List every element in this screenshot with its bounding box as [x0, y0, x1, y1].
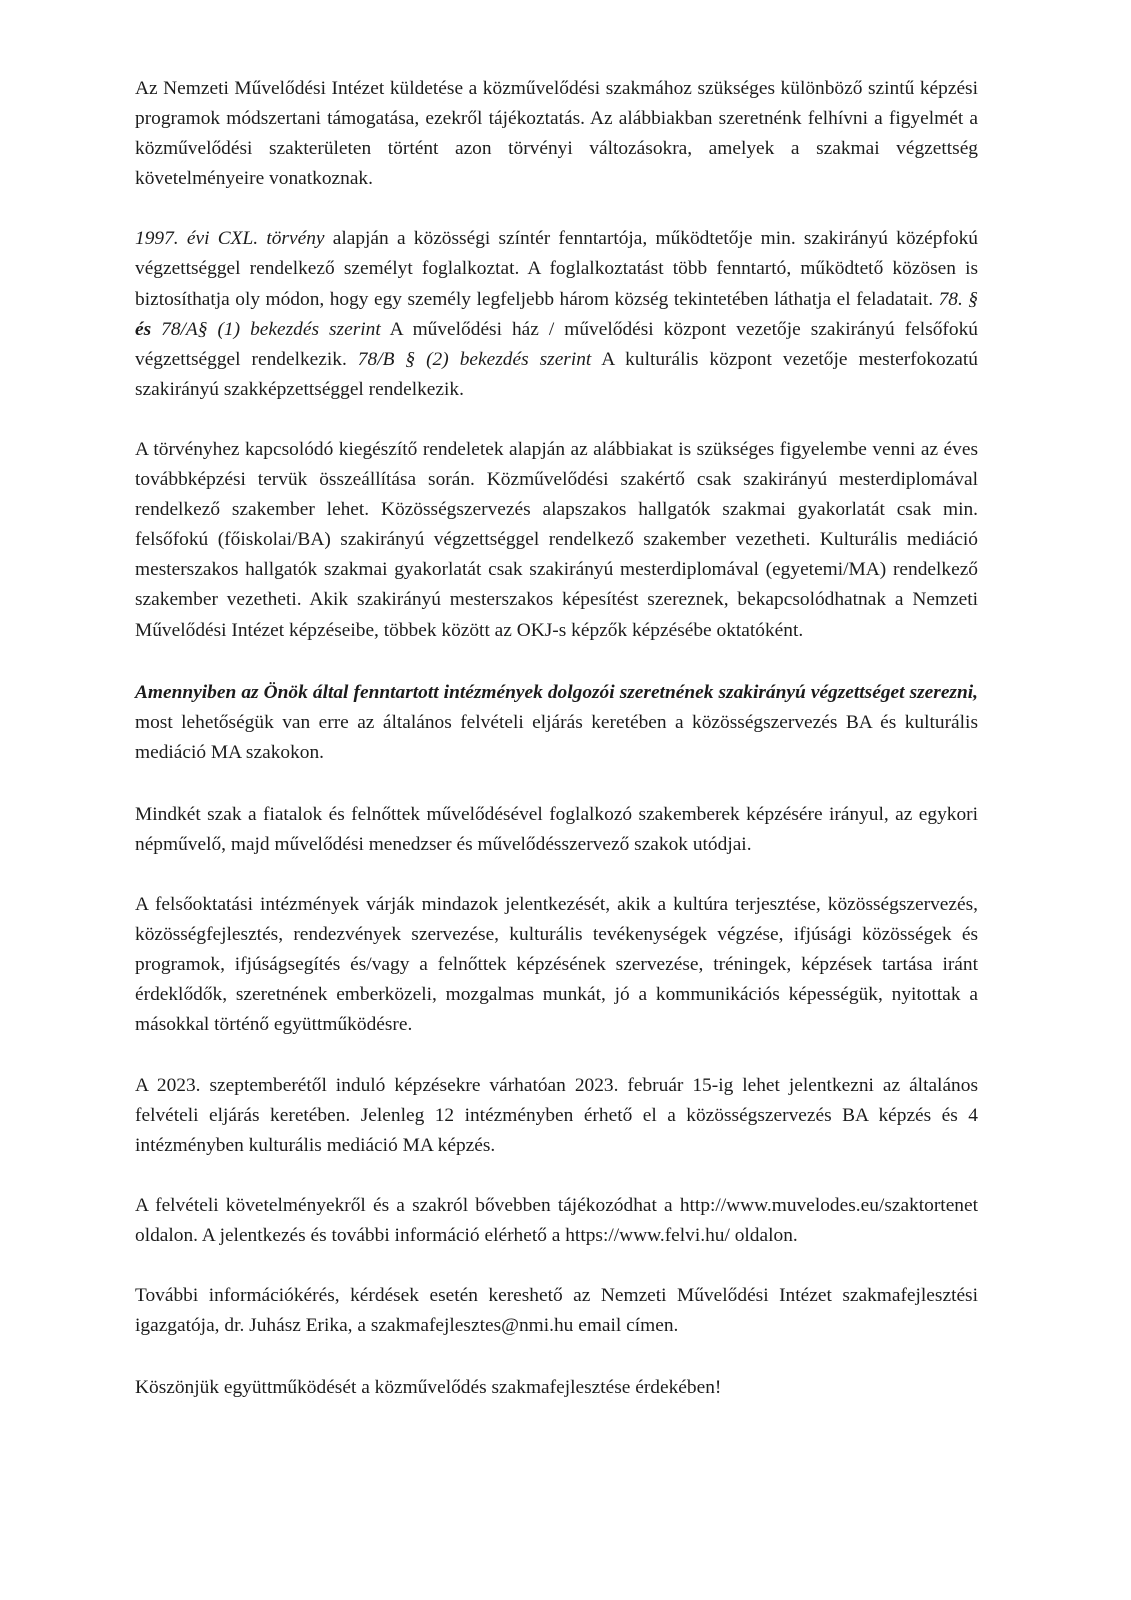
law-text-a: alapján a közösségi színtér fenntartója, működtetője min. szakirányú középfokú végzettséggel rendelkező személyt foglalkoztat. A foglalkoztatást több fenntartó, működtető közösen is biztosíthatja oly módon, hogy egy személy legfeljebb három község tekintetében láthatja el feladatait.: [135, 228, 978, 310]
paragraph-applicants: A felsőoktatási intézmények várják mindazok jelentkezését, akik a kultúra terjesztése, közösségszervezés, közösségfejlesztés, rendezvények szervezése, kulturális tevékenységek végzése, ifjúsági közösségek és programok, ifjúságsegítés és/vagy a felnőttek képzésének szervezése, tréningek, képzések tartása iránt érdeklődők, szeretnének emberközeli, mozgalmas munkát, jó a kommunikációs képességük, nyitottak a másokkal történő együttműködésre.: [135, 894, 978, 1036]
muvelodes-link[interactable]: http://www.muvelodes.eu/szaktortenet: [679, 1194, 978, 1216]
paragraph-regulations: A törvényhez kapcsolódó kiegészítő rendeletek alapján az alábbiakat is szükséges figyelembe venni az éves továbbképzési tervük összeállítása során. Közművelődési szakértő csak szakirányú mesterdiplomával rendelkező szakember lehet. Közösségszervezés alapszakos hallgatók szakmai gyakorlatát csak min. felsőfokú (főiskolai/BA) szakirányú végzettséggel rendelkező szakember vezetheti. Kulturális mediáció mesterszakos hallgatók szakmai gyakorlatát csak szakirányú mesterdiplomával (egyetemi/MA) rendelkező szakember vezetheti. Akik szakirányú mesterszakos képesítést szereznek, bekapcsolódhatnak a Nemzeti Művelődési Intézet képzéseibe, többek között az OKJ-s képzők képzésébe oktatóként.: [135, 438, 978, 641]
opportunity-emphasis: Amennyiben az Önök által fenntartott intézmények dolgozói szeretnének szakirányú végzettséget szerezni,: [135, 681, 978, 703]
section-reference-and: és: [135, 318, 162, 340]
paragraph-law: [135, 224, 978, 405]
law-text-c: A kulturális központ vezetője mesterfokozatú szakirányú szakképzettséggel rendelkezik.: [135, 348, 978, 400]
paragraph-programs: Mindkét szak a fiatalok és felnőttek művelődésével foglalkozó szakemberek képzésére irányul, az egykori népművelő, majd művelődési menedzser és művelődésszervező szakok utódjai.: [135, 803, 978, 855]
section-reference-78a: 78/A§ (1) bekezdés szerint: [161, 318, 381, 340]
paragraph-opportunity: [135, 678, 978, 768]
law-text-b: A művelődési ház / művelődési központ vezetője szakirányú felsőfokú végzettséggel rendelkezik.: [135, 318, 978, 370]
section-reference-78b: 78/B § (2) bekezdés szerint: [357, 348, 592, 370]
law-reference: 1997. évi CXL. törvény: [135, 228, 325, 250]
links-text-c: oldalon.: [729, 1224, 798, 1246]
paragraph-deadline: A 2023. szeptemberétől induló képzésekre várhatóan 2023. február 15-ig lehet jelentkezni az általános felvételi eljárás keretében. Jelenleg 12 intézményben érhető el a közösségszervezés BA képzés és 4 intézményben kulturális mediáció MA képzés.: [135, 1074, 978, 1156]
paragraph-contact: További információkérés, kérdések esetén kereshető az Nemzeti Művelődési Intézet szakmafejlesztési igazgatója, dr. Juhász Erika, a szakmafejlesztes@nmi.hu email címen.: [135, 1285, 978, 1337]
paragraph-thanks: Köszönjük együttműködését a közművelődés szakmafejlesztése érdekében!: [135, 1377, 722, 1399]
felvi-link[interactable]: https://www.felvi.hu/: [565, 1224, 730, 1246]
document-page: [135, 74, 978, 1433]
paragraph-intro: Az Nemzeti Művelődési Intézet küldetése a közművelődési szakmához szükséges különböző szintű képzési programok módszertani támogatása, ezekről tájékoztatás. Az alábbiakban szeretnénk felhívni a figyelmét a közművelődési szakterületen történt azon törvényi változásokra, amelyek a szakmai végzettség követelményeire vonatkoznak.: [135, 78, 978, 190]
opportunity-text: most lehetőségük van erre az általános felvételi eljárás keretében a közösségszervezés BA és kulturális mediáció MA szakokon.: [135, 711, 978, 763]
paragraph-links: [135, 1191, 978, 1251]
links-text-b: oldalon. A jelentkezés és további információ elérhető a: [135, 1224, 566, 1246]
section-reference-78: 78. §: [938, 288, 978, 310]
links-text-a: A felvételi követelményekről és a szakról bővebben tájékozódhat a: [135, 1194, 680, 1216]
